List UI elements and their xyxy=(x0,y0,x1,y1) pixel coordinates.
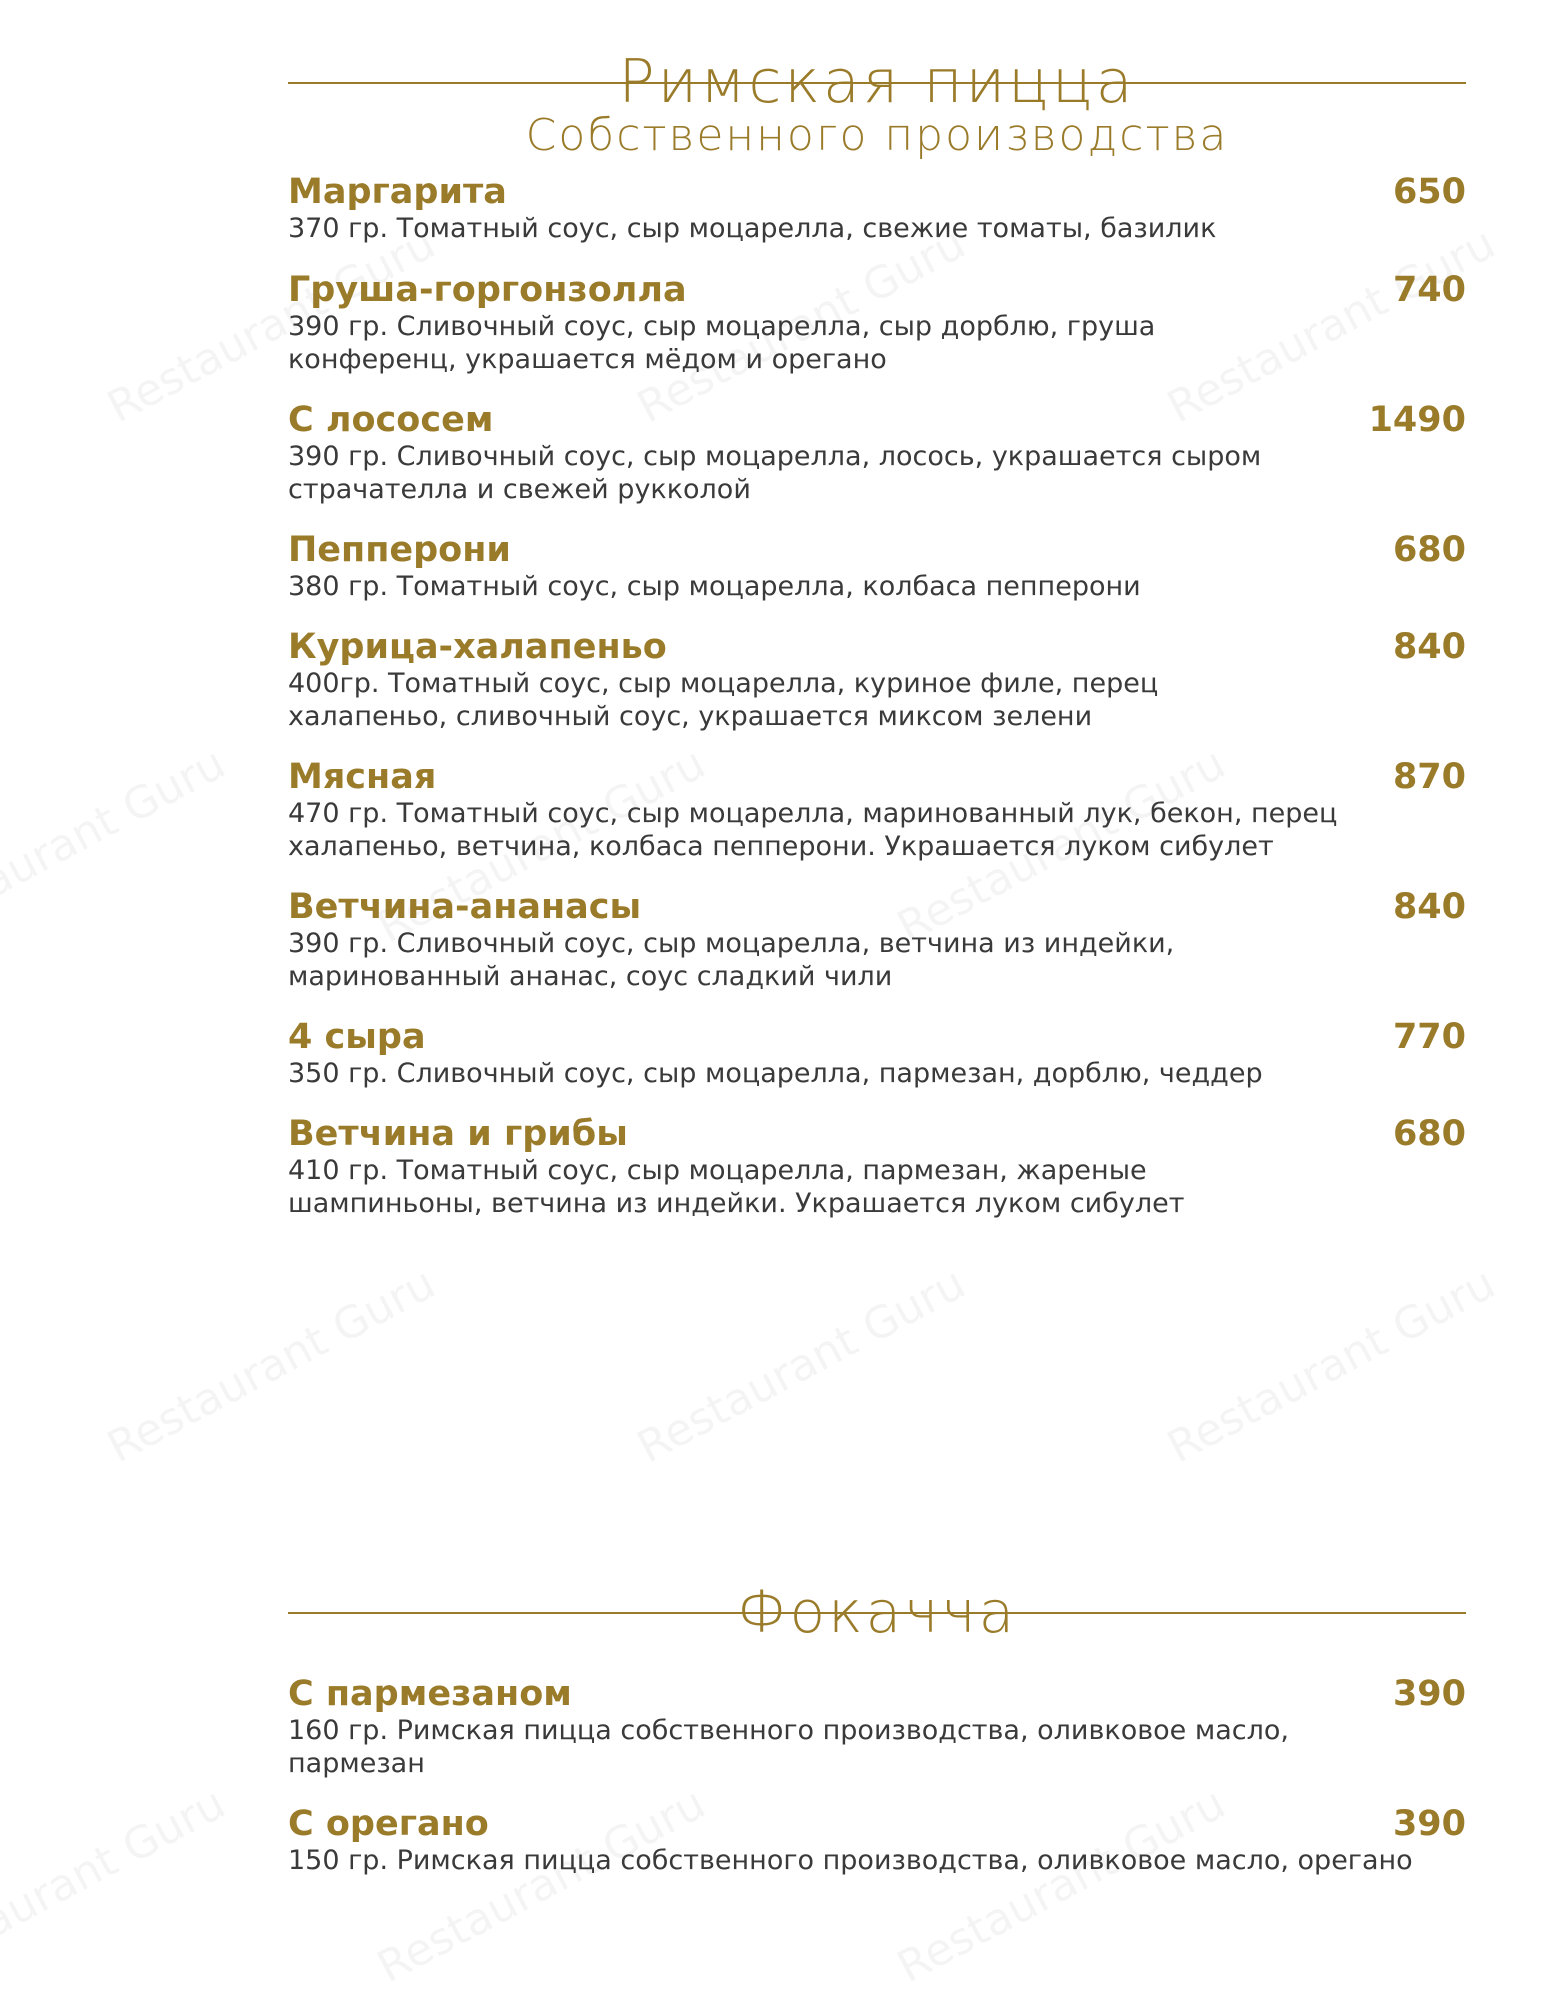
item-name: Ветчина и грибы xyxy=(288,1114,628,1154)
menu-item xyxy=(288,757,1466,863)
section-header xyxy=(288,1578,1466,1658)
item-name: 4 сыра xyxy=(288,1017,426,1057)
item-description: 400гр. Томатный соус, сыр моцарелла, куриное филе, перец халапеньо, сливочный соус, украшается миксом зелени xyxy=(288,668,1159,732)
item-name: Мясная xyxy=(288,757,437,797)
watermark xyxy=(1159,1258,1503,1473)
item-name: С лососем xyxy=(288,400,494,440)
section-header xyxy=(288,48,1466,166)
watermark xyxy=(629,1258,973,1473)
item-name: С пармезаном xyxy=(288,1674,572,1714)
item-description: 150 гр. Римская пицца собственного производства, оливковое масло, орегано xyxy=(288,1845,1413,1876)
item-name: С орегано xyxy=(288,1804,489,1844)
section-focaccia xyxy=(288,1578,1466,1877)
menu-item xyxy=(288,400,1466,506)
item-price: 740 xyxy=(1392,270,1466,310)
menu-item xyxy=(288,1674,1466,1780)
item-description: 390 гр. Сливочный соус, сыр моцарелла, лосось, украшается сыром страчателла и свежей рукколой xyxy=(288,441,1262,505)
item-description: 410 гр. Томатный соус, сыр моцарелла, пармезан, жареные шампиньоны, ветчина из индейки. Украшается луком сибулет xyxy=(288,1155,1185,1219)
menu-item xyxy=(288,172,1466,245)
item-price: 840 xyxy=(1392,887,1466,927)
menu-item xyxy=(288,1114,1466,1220)
item-name: Груша-горгонзолла xyxy=(288,270,687,310)
section-title: Римская пицца xyxy=(618,47,1136,117)
item-price: 840 xyxy=(1392,627,1466,667)
item-price: 680 xyxy=(1392,530,1466,570)
item-price: 390 xyxy=(1392,1804,1466,1844)
item-name: Ветчина-ананасы xyxy=(288,887,642,927)
item-description: 350 гр. Сливочный соус, сыр моцарелла, пармезан, дорблю, чеддер xyxy=(288,1058,1263,1089)
section-title: Фокачча xyxy=(736,1578,1018,1646)
item-description: 380 гр. Томатный соус, сыр моцарелла, колбаса пепперони xyxy=(288,571,1141,602)
item-name: Маргарита xyxy=(288,172,507,212)
item-description: 470 гр. Томатный соус, сыр моцарелла, маринованный лук, бекон, перец халапеньо, ветчина, колбаса пепперони. Украшается луком сибулет xyxy=(288,798,1338,862)
section-subtitle: Собственного производства xyxy=(525,110,1229,161)
watermark xyxy=(99,1258,443,1473)
menu-item xyxy=(288,1017,1466,1090)
item-price: 770 xyxy=(1392,1017,1466,1057)
item-price: 870 xyxy=(1392,757,1466,797)
menu-item xyxy=(288,627,1466,733)
menu-item xyxy=(288,530,1466,603)
item-description: 370 гр. Томатный соус, сыр моцарелла, свежие томаты, базилик xyxy=(288,213,1217,244)
section-roman-pizza xyxy=(288,48,1466,1220)
item-price: 390 xyxy=(1392,1674,1466,1714)
menu-item xyxy=(288,1804,1466,1877)
menu-item xyxy=(288,887,1466,993)
item-description: 390 гр. Сливочный соус, сыр моцарелла, сыр дорблю, груша конференц, украшается мёдом и орегано xyxy=(288,311,1156,375)
item-price: 1490 xyxy=(1368,400,1466,440)
item-price: 680 xyxy=(1392,1114,1466,1154)
item-description: 390 гр. Сливочный соус, сыр моцарелла, ветчина из индейки, маринованный ананас, соус сладкий чили xyxy=(288,928,1175,992)
item-name: Курица-халапеньо xyxy=(288,627,667,667)
item-price: 650 xyxy=(1392,172,1466,212)
watermark xyxy=(0,1778,234,1993)
item-description: 160 гр. Римская пицца собственного производства, оливковое масло, пармезан xyxy=(288,1715,1289,1779)
menu-item xyxy=(288,270,1466,376)
item-name: Пепперони xyxy=(288,530,511,570)
watermark xyxy=(0,738,234,953)
